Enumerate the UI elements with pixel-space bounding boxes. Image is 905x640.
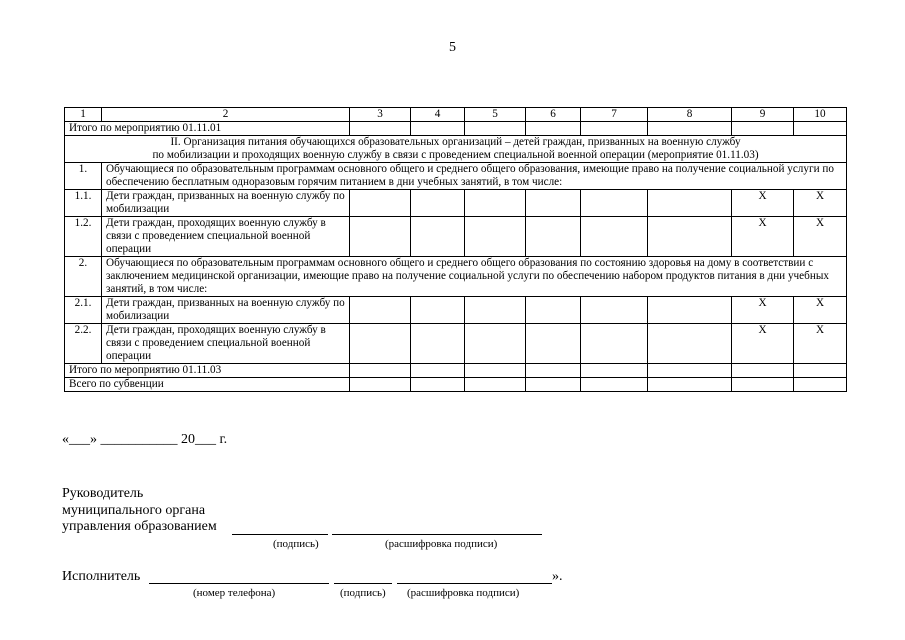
mark-x: X <box>794 324 847 364</box>
table-row <box>65 378 847 392</box>
row-number: 1.2. <box>65 217 102 257</box>
mark-x: X <box>732 297 794 324</box>
mark-x: X <box>794 297 847 324</box>
row-text: Дети граждан, призванных на военную службу по мобилизации <box>102 297 350 324</box>
total-01-11-03: Итого по мероприятию 01.11.03 <box>65 364 350 378</box>
col-header: 6 <box>526 108 581 122</box>
mark-x: X <box>732 217 794 257</box>
row-number: 1. <box>65 163 102 190</box>
executor-label: Исполнитель <box>62 569 141 584</box>
col-header: 4 <box>411 108 465 122</box>
row-number: 2.2. <box>65 324 102 364</box>
total-subvention: Всего по субвенции <box>65 378 350 392</box>
mark-x: X <box>732 324 794 364</box>
caption-executor-signature: (подпись) <box>340 587 386 599</box>
table-row <box>65 217 847 257</box>
total-01-11-01: Итого по мероприятию 01.11.01 <box>65 122 350 136</box>
mark-x: X <box>794 190 847 217</box>
date-line: «___» ___________ 20___ г. <box>62 432 228 447</box>
head-title-line3: управления образованием <box>62 519 217 534</box>
row-text: Обучающиеся по образовательным программам основного общего и среднего общего образования по состоянию здоровья на дому в соответствии с заключением медицинской организации, имеющие право на получение социальной услуги по обеспечению набором продуктов питания в дни учебных занятий, в том числе: <box>102 257 847 297</box>
head-title-line1: Руководитель <box>62 486 144 501</box>
col-header: 3 <box>350 108 411 122</box>
caption-phone: (номер телефона) <box>193 587 276 599</box>
table-row <box>65 257 847 297</box>
row-number: 1.1. <box>65 190 102 217</box>
table-row <box>65 122 847 136</box>
phone-line <box>149 583 329 584</box>
caption-decoding: (расшифровка подписи) <box>385 538 498 550</box>
col-header: 9 <box>732 108 794 122</box>
table-row <box>65 190 847 217</box>
closing-quote: ». <box>552 569 563 584</box>
executor-signature-line <box>334 583 392 584</box>
decoding-line <box>332 534 542 535</box>
table-row <box>65 163 847 190</box>
col-header: 2 <box>102 108 350 122</box>
table-row <box>65 136 847 163</box>
page-number: 5 <box>449 40 456 55</box>
row-text: Обучающиеся по образовательным программам основного общего и среднего общего образования, имеющие право на получение социальной услуги по обеспечению бесплатным одноразовым горячим питанием в дни учебных занятий, в том числе: <box>102 163 847 190</box>
row-text: Дети граждан, призванных на военную службу по мобилизации <box>102 190 350 217</box>
caption-executor-decoding: (расшифровка подписи) <box>407 587 520 599</box>
executor-decoding-line <box>397 583 552 584</box>
row-number: 2. <box>65 257 102 297</box>
head-title-line2: муниципального органа <box>62 503 206 518</box>
subvention-table <box>64 107 847 392</box>
col-header: 1 <box>65 108 102 122</box>
col-header: 8 <box>648 108 732 122</box>
caption-signature: (подпись) <box>273 538 319 550</box>
col-header: 5 <box>465 108 526 122</box>
row-text: Дети граждан, проходящих военную службу в связи с проведением специальной военной операции <box>102 324 350 364</box>
col-header: 10 <box>794 108 847 122</box>
row-text: Дети граждан, проходящих военную службу в связи с проведением специальной военной операции <box>102 217 350 257</box>
table-row <box>65 324 847 364</box>
mark-x: X <box>732 190 794 217</box>
table-header-row <box>65 108 847 122</box>
mark-x: X <box>794 217 847 257</box>
col-header: 7 <box>581 108 648 122</box>
table-row <box>65 297 847 324</box>
row-number: 2.1. <box>65 297 102 324</box>
signature-line <box>232 534 328 535</box>
table-row <box>65 364 847 378</box>
section-title: II. Организация питания обучающихся образовательных организаций – детей граждан, призванных на военную службу по мобилизации и проходящих военную службу в связи с проведением специальной военной операции (мероприятие 01.11.03) <box>65 136 847 163</box>
